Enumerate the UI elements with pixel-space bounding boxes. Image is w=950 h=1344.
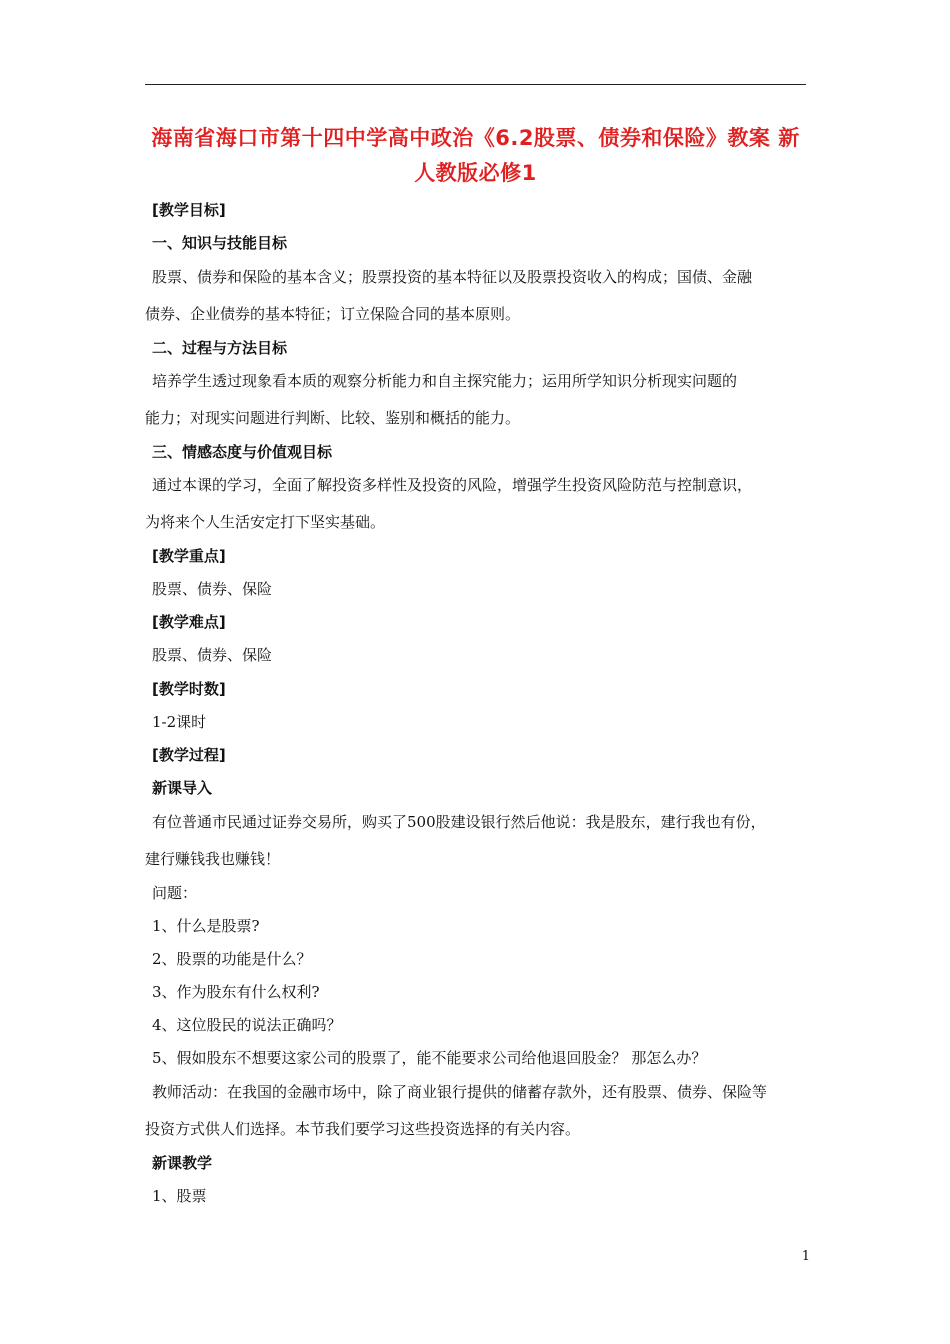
emotion-text-line-1: 通过本课的学习，全面了解投资多样性及投资的风险，增强学生投资风险防范与控制意识， bbox=[152, 476, 753, 494]
question-item: 3、作为股东有什么权利? bbox=[152, 983, 320, 1001]
teacher-activity-line-1: 教师活动：在我国的金融市场中，除了商业银行提供的储蓄存款外，还有股票、债券、保险等 bbox=[152, 1083, 768, 1101]
intro-text-line-2: 建行赚钱我也赚钱！ bbox=[145, 850, 281, 868]
hours-text: 1-2课时 bbox=[152, 713, 207, 731]
objectives-heading: [教学目标] bbox=[152, 201, 226, 219]
question-item: 4、这位股民的说法正确吗？ bbox=[152, 1016, 342, 1034]
questions-label: 问题： bbox=[152, 884, 198, 902]
knowledge-text-line-2: 债券、企业债券的基本特征；订立保险合同的基本原则。 bbox=[145, 305, 521, 323]
section-1-title: 1、股票 bbox=[152, 1187, 207, 1205]
emotion-text-line-2: 为将来个人生活安定打下坚实基础。 bbox=[145, 513, 386, 531]
knowledge-text-line-1: 股票、债券和保险的基本含义；股票投资的基本特征以及股票投资收入的构成；国债、金融 bbox=[152, 268, 753, 286]
teaching-heading: 新课教学 bbox=[152, 1154, 213, 1172]
key-points-heading: [教学重点] bbox=[152, 547, 226, 565]
document-title-line-1: 海南省海口市第十四中学高中政治《6.2股票、债券和保险》教案 新 bbox=[151, 126, 800, 150]
difficulties-heading: [教学难点] bbox=[152, 613, 226, 631]
difficulties-text: 股票、债券、保险 bbox=[152, 646, 273, 664]
teacher-activity-line-2: 投资方式供人们选择。本节我们要学习这些投资选择的有关内容。 bbox=[145, 1120, 581, 1138]
intro-heading: 新课导入 bbox=[152, 779, 213, 797]
process-text-line-2: 能力；对现实问题进行判断、比较、鉴别和概括的能力。 bbox=[145, 409, 521, 427]
header-rule bbox=[145, 84, 806, 85]
page-number: 1 bbox=[801, 1249, 810, 1264]
key-points-text: 股票、债券、保险 bbox=[152, 580, 273, 598]
document-title-line-2: 人教版必修1 bbox=[414, 161, 537, 185]
process-heading: 二、过程与方法目标 bbox=[152, 339, 288, 357]
process-text-line-1: 培养学生透过现象看本质的观察分析能力和自主探究能力；运用所学知识分析现实问题的 bbox=[152, 372, 738, 390]
question-item: 1、什么是股票? bbox=[152, 917, 260, 935]
intro-text-line-1: 有位普通市民通过证券交易所，购买了500股建设银行然后他说：我是股东，建行我也有份， bbox=[152, 813, 766, 831]
question-item: 5、假如股东不想要这家公司的股票了，能不能要求公司给他退回股金？ 那怎么办？ bbox=[152, 1049, 707, 1067]
knowledge-heading: 一、知识与技能目标 bbox=[152, 234, 288, 252]
question-item: 2、股票的功能是什么？ bbox=[152, 950, 312, 968]
teaching-process-heading: [教学过程] bbox=[152, 746, 226, 764]
hours-heading: [教学时数] bbox=[152, 680, 226, 698]
emotion-heading: 三、情感态度与价值观目标 bbox=[152, 443, 333, 461]
